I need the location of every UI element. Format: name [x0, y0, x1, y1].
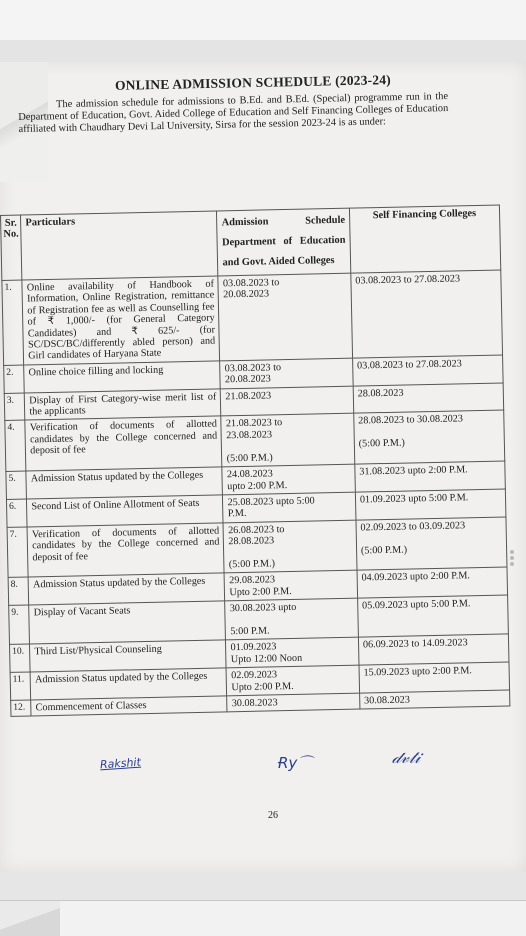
- header-admission-schedule: Admission Schedule Department of Education and Govt. Aided Colleges: [217, 208, 351, 276]
- table-header-row: [1, 205, 501, 280]
- row-number: 12.: [11, 700, 32, 717]
- row-self-financing: 06.09.2023 to 14.09.2023: [358, 634, 509, 665]
- row-admission-schedule: 21.08.2023: [221, 386, 354, 417]
- row-self-financing: 28.08.2023 to 30.08.2023 (5:00 P.M.): [354, 410, 505, 464]
- row-particulars: Second List of Online Allotment of Seats: [27, 495, 224, 527]
- table-body: [2, 270, 510, 717]
- previous-page-strip: [0, 0, 526, 41]
- row-self-financing: 05.09.2023 upto 5:00 P.M.: [357, 595, 508, 637]
- row-number: 3.: [4, 393, 25, 421]
- row-number: 6.: [6, 499, 27, 527]
- row-admission-schedule: 25.08.2023 upto 5:00 P.M.: [223, 492, 356, 523]
- row-particulars: Verification of documents of allotted candidates by the College concerned and deposit of fee: [27, 523, 224, 578]
- row-number: 8.: [8, 577, 29, 605]
- row-number: 4.: [5, 420, 26, 471]
- header-sr-no: Sr. No.: [1, 215, 23, 280]
- row-admission-schedule: 02.09.2023 Upto 2:00 P.M.: [227, 665, 360, 696]
- row-self-financing: 03.08.2023 to 27.08.2023: [352, 355, 503, 386]
- row-admission-schedule: 26.08.2023 to 28.08.2023 (5:00 P.M.): [223, 520, 356, 573]
- row-admission-schedule: 03.08.2023 to 20.08.2023: [218, 273, 352, 361]
- side-handle-icon: [510, 548, 522, 566]
- row-particulars: Online availability of Handbook of Information, Online Registration, remittance of Registration fee as well as Counselling fee of ₹ 1,000/- (for General Category Candidates) and ₹ 625/- (for SC/DSC/BC/differently abled person) and Girl candidates of Haryana State: [22, 276, 220, 365]
- row-particulars: Third List/Physical Counseling: [30, 640, 227, 672]
- signature-2: Ɍy⌒: [278, 754, 313, 772]
- page-number: 26: [268, 810, 278, 821]
- row-particulars: Display of First Category-wise merit list of the applicants: [25, 389, 222, 421]
- row-particulars: Admission Status updated by the Colleges: [26, 467, 223, 499]
- row-particulars: Online choice filling and locking: [24, 361, 221, 393]
- next-page-fold: [0, 901, 60, 936]
- document-title: ONLINE ADMISSION SCHEDULE (2023-24): [114, 72, 392, 93]
- page-gap-bottom: [0, 872, 526, 900]
- row-self-financing: 31.08.2023 upto 2:00 P.M.: [355, 461, 506, 492]
- row-admission-schedule: 21.08.2023 to 23.08.2023 (5:00 P.M.): [221, 414, 354, 467]
- row-number: 2.: [4, 365, 25, 393]
- next-page-strip: [0, 900, 526, 936]
- row-admission-schedule: 29.08.2023 Upto 2:00 P.M.: [225, 570, 358, 601]
- intro-paragraph: The admission schedule for admissions to B.Ed. and B.Ed. (Special) programme run in the Department of Education, Govt. Aided College of Education and Self Financing Colleges of Education affiliated with Chaudhary Devi Lal University, Sirsa for the session 2023-24 is as under:: [18, 90, 449, 136]
- row-self-financing: 01.09.2023 upto 5:00 P.M.: [355, 489, 506, 520]
- row-number: 7.: [7, 527, 28, 578]
- header-particulars: Particulars: [21, 211, 219, 280]
- row-self-financing: 30.08.2023: [359, 690, 509, 710]
- row-admission-schedule: 01.09.2023 Upto 12:00 Noon: [226, 637, 359, 668]
- signature-3: 𝒹𝓋𝓉𝒾: [392, 748, 421, 768]
- row-particulars: Admission Status updated by the Colleges: [28, 573, 225, 605]
- page-gap: [0, 40, 526, 62]
- row-self-financing: 02.09.2023 to 03.09.2023 (5:00 P.M.): [356, 517, 507, 571]
- row-self-financing: 03.08.2023 to 27.08.2023: [351, 270, 503, 358]
- row-particulars: Admission Status updated by the Colleges: [30, 668, 227, 700]
- row-self-financing: 28.08.2023: [353, 383, 504, 414]
- row-admission-schedule: 30.08.2023 upto 5:00 P.M.: [225, 598, 358, 640]
- signature-1: Rakshit: [99, 755, 142, 772]
- row-particulars: Verification of documents of allotted candidates by the College concerned and deposit of fee: [25, 416, 222, 471]
- row-number: 1.: [2, 280, 24, 365]
- schedule-table: [0, 205, 510, 718]
- table-row: [2, 270, 503, 365]
- row-number: 9.: [9, 605, 30, 645]
- row-self-financing: 04.09.2023 upto 2:00 P.M.: [357, 567, 508, 598]
- row-number: 11.: [10, 672, 31, 700]
- row-number: 10.: [10, 644, 31, 672]
- header-self-financing: Self Financing Colleges: [349, 205, 500, 273]
- row-admission-schedule: 03.08.2023 to 20.08.2023: [220, 358, 353, 389]
- row-number: 5.: [6, 471, 27, 499]
- row-admission-schedule: 24.08.2023 upto 2:00 P.M.: [222, 464, 355, 495]
- row-particulars: Commencement of Classes: [31, 696, 227, 717]
- row-self-financing: 15.09.2023 upto 2:00 P.M.: [359, 662, 510, 693]
- row-particulars: Display of Vacant Seats: [29, 601, 226, 644]
- row-admission-schedule: 30.08.2023: [227, 693, 360, 712]
